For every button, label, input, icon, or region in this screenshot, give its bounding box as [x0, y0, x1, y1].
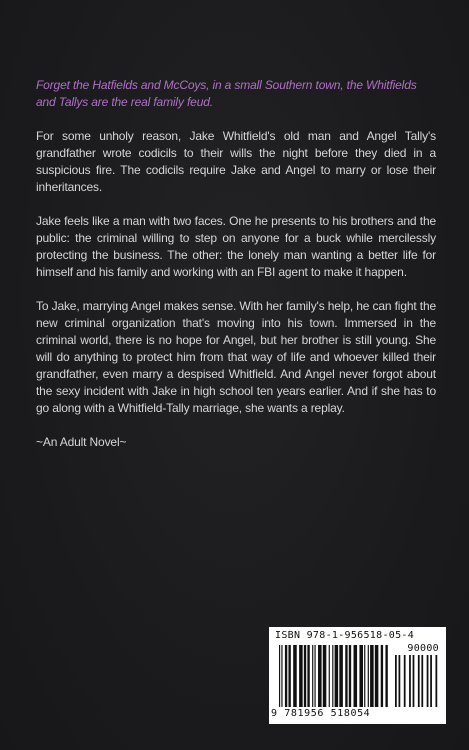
barcode-bar [299, 645, 303, 707]
barcode-bar [413, 655, 415, 707]
barcode-bar [375, 645, 379, 707]
barcode-bar [354, 645, 358, 707]
barcode-bar [349, 645, 351, 707]
barcode-bar [285, 645, 287, 707]
barcode-bar [421, 655, 423, 707]
barcode-bar [329, 645, 330, 707]
barcode-bar [323, 645, 327, 707]
barcode-bar [418, 655, 420, 707]
barcode-bar [399, 655, 401, 707]
genre-note: ~An Adult Novel~ [36, 435, 127, 449]
barcode-bar [279, 645, 280, 707]
blurb [36, 77, 436, 451]
ean-barcode-bars [279, 645, 389, 707]
barcode-bar [427, 655, 429, 707]
blurb-paragraph: Jake feels like a man with two faces. One he presents to his brothers and the public: the criminal willing to step on anyone for a buck while mercilessly protecting the business. The other: the lonely man wanting a better life for himself and his family and working with an FBI agent to make it happen. [36, 214, 436, 279]
barcode-bar [359, 645, 363, 707]
barcode-bar [404, 655, 406, 707]
barcode-bar [435, 655, 437, 707]
price-code: 90000 [407, 643, 439, 654]
addon-barcode-bars [395, 655, 439, 707]
barcode-bar [335, 645, 339, 707]
barcode-bar [281, 645, 282, 707]
barcode-bar [430, 655, 432, 707]
barcode-bar [345, 645, 347, 707]
barcode-bar [318, 645, 322, 707]
tagline: Forget the Hatfields and McCoys, in a small Southern town, the Whitfields and Tallys are the real family feud. [36, 78, 417, 109]
barcode-bar [307, 645, 309, 707]
barcode-bar [364, 645, 365, 707]
barcode-bar [370, 645, 374, 707]
barcode-bar [381, 645, 383, 707]
barcode-bar [368, 645, 369, 707]
barcode-bar [332, 645, 333, 707]
barcode-bar [385, 645, 387, 707]
barcode-bar [314, 645, 315, 707]
barcode-bar [288, 645, 290, 707]
barcode-bar [312, 645, 313, 707]
isbn-barcode [269, 627, 446, 724]
blurb-paragraph: To Jake, marrying Angel makes sense. With her family's help, he can fight the new criminal organization that's moving into his town. Immersed in the criminal world, there is no hope for Angel, but her brother is still young. She will do anything to protect him from that way of life and whoever killed their grandfather, even marry a despised Whitfield. And Angel never forgot about the sexy incident with Jake in high school ten years earlier. And if she has to go along with a Whitfield-Tally marriage, she wants a replay. [36, 299, 436, 415]
barcode-bar [304, 645, 306, 707]
barcode-bar [395, 655, 397, 707]
barcode-bar [293, 645, 297, 707]
barcode-bar [409, 655, 411, 707]
blurb-paragraph: For some unholy reason, Jake Whitfield's old man and Angel Tally's grandfather wrote codicils to their wills the night before they died in a suspicious fire. The codicils require Jake and Angel to marry or lose their inheritances. [36, 129, 436, 194]
ean-digits: 9 781956 518054 [271, 708, 371, 719]
barcode-bar [339, 645, 343, 707]
isbn-label: ISBN 978-1-956518-05-4 [275, 630, 415, 641]
